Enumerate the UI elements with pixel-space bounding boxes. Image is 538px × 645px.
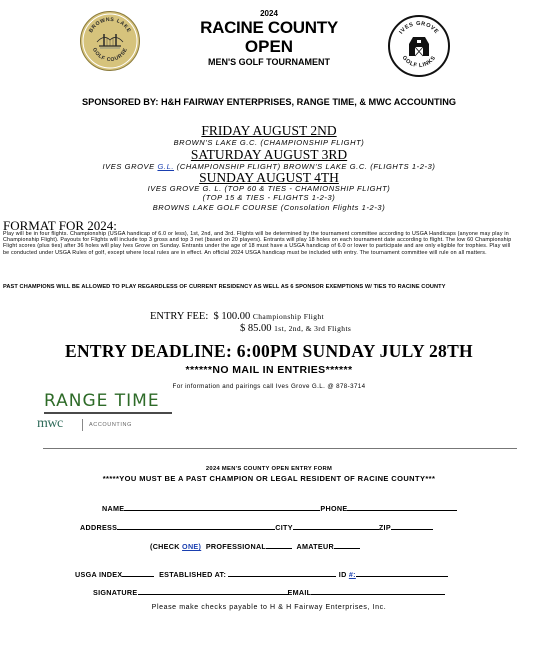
email-field[interactable] — [311, 587, 445, 595]
range-time-logo: RANGE TIME — [44, 391, 160, 411]
friday-course: BROWN'S LAKE G.C. (CHAMPIONSHIP FLIGHT) — [173, 138, 365, 147]
subtitle: MEN'S GOLF TOURNAMENT — [208, 57, 330, 67]
past-champions-note: PAST CHAMPIONS WILL BE ALLOWED TO PLAY REGARDLESS OF CURRENT RESIDENCY AS WELL AS 6 SPONSOR EXEMPTIONS W/ TIES TO RACINE COUNTY — [3, 284, 446, 290]
professional-label: PROFESSIONAL — [201, 542, 267, 551]
form-divider — [43, 448, 517, 449]
format-heading: FORMAT FOR 2024: — [3, 218, 117, 233]
id-field[interactable] — [356, 569, 448, 577]
usga-row — [75, 569, 448, 579]
amateur-field[interactable] — [334, 541, 360, 549]
ives-grove-link[interactable]: G.L. — [157, 162, 175, 171]
zip-field[interactable] — [391, 522, 433, 530]
sponsor-line: SPONSORED BY: H&H FAIRWAY ENTERPRISES, RANGE TIME, & MWC ACCOUNTING — [82, 97, 456, 107]
svg-text:BROWNS LAKE: BROWNS LAKE — [88, 16, 132, 34]
status-row — [150, 541, 360, 551]
saturday-post: (CHAMPIONSHIP FLIGHT) BROWN'S LAKE G.C. (FLIGHTS 1-2-3) — [174, 162, 436, 171]
no-mail-notice: ******NO MAIL IN ENTRIES****** — [185, 364, 353, 376]
id-label: ID — [338, 570, 349, 579]
form-heading: 2024 MEN'S COUNTY OPEN ENTRY FORM — [205, 466, 333, 472]
mwc-divider — [82, 419, 83, 431]
sunday-line-1: IVES GROVE G. L. (TOP 60 & TIES - CHAMIONSHIP FLIGHT) — [147, 184, 391, 193]
fee-row-2 — [240, 323, 351, 334]
form-requirement: *****YOU MUST BE A PAST CHAMPION OR LEGAL RESIDENT OF RACINE COUNTY*** — [102, 474, 436, 483]
sunday-line-3: BROWNS LAKE GOLF COURSE (Consolation Flights 1-2-3) — [152, 203, 386, 212]
signature-row — [93, 587, 445, 597]
fee-desc-1: Championship Flight — [252, 312, 325, 321]
saturday-heading: SATURDAY AUGUST 3RD — [190, 147, 348, 162]
payable-note: Please make checks payable to H & H Fairway Enterprises, Inc. — [151, 604, 387, 611]
entry-deadline: ENTRY DEADLINE: 6:00PM SUNDAY JULY 28TH — [65, 341, 473, 361]
saturday-pre: IVES GROVE — [102, 162, 158, 171]
email-label: EMAIL — [287, 588, 312, 597]
fee-amount-2: $ 85.00 — [240, 323, 272, 334]
fee-amount-1: $ 100.00 — [213, 311, 251, 322]
established-label: ESTABLISHED AT: — [159, 570, 227, 579]
svg-text:GOLF LINKS: GOLF LINKS — [400, 54, 438, 70]
svg-text:GOLF COURSE: GOLF COURSE — [90, 46, 130, 64]
phone-field[interactable] — [347, 503, 457, 511]
name-phone-row — [102, 503, 457, 513]
phone-label: PHONE — [320, 504, 348, 513]
address-field[interactable] — [117, 522, 275, 530]
id-hash: #: — [348, 570, 356, 579]
sunday-heading: SUNDAY AUGUST 4TH — [199, 170, 339, 185]
name-field[interactable] — [124, 503, 320, 511]
fee-label: ENTRY FEE: — [150, 311, 209, 322]
range-time-underline — [44, 412, 172, 414]
info-line: For information and pairings call Ives Grove G.L. @ 878-3714 — [172, 383, 366, 390]
address-label: ADDRESS — [80, 523, 118, 532]
address-row — [80, 522, 433, 532]
zip-label: ZIP — [378, 523, 391, 532]
fee-desc-2: 1st, 2nd, & 3rd Flights — [274, 324, 352, 333]
mwc-accounting: ACCOUNTING — [89, 422, 132, 428]
name-label: NAME — [102, 504, 125, 513]
usga-index-field[interactable] — [122, 569, 154, 577]
signature-label: SIGNATURE — [93, 588, 138, 597]
title-line-1: RACINE COUNTY — [200, 18, 338, 37]
sunday-line-2: (TOP 15 & TIES - FLIGHTS 1-2-3) — [202, 193, 336, 202]
amateur-label: AMATEUR — [292, 542, 334, 551]
city-field[interactable] — [293, 522, 379, 530]
check-pre: (CHECK — [150, 542, 183, 551]
mwc-logo: mwc — [37, 416, 63, 431]
check-one: ONE) — [182, 542, 202, 551]
year: 2024 — [260, 9, 278, 18]
professional-field[interactable] — [266, 541, 292, 549]
city-label: CITY — [275, 523, 293, 532]
established-field[interactable] — [228, 569, 336, 577]
fee-row-1 — [150, 311, 324, 322]
friday-heading: FRIDAY AUGUST 2ND — [201, 123, 337, 138]
svg-text:IVES GROVE: IVES GROVE — [398, 20, 440, 36]
format-paragraph: Play will be in four flights. Championship (USGA handicap of 6.0 or less), 1st, 2nd, and 3rd. Flights will be determined by the tournament committee according to USGA Handicaps (anyone may play in Championship Flight). Payouts for Flights will include top 3 gross and top 3 net (based on 20 players). Entrants will play 18 holes on each tournament date according to flight. The low 60 Championship Flight scores (plus ties) after 36 holes will play Ives Grove on Sunday. Entrants under the age of 18 must have a USGA handicap of 6.0 or lower to participate and are only eligible for trophies. Play will be conducted under USGA Rules of golf, except where local rules are in effect. An official 2024 USGA handicap must be included with entry. The tournament committee will rule on all matters. — [3, 231, 512, 256]
title-line-2: OPEN — [244, 37, 294, 56]
signature-field[interactable] — [138, 587, 288, 595]
usga-label: USGA INDEX — [75, 570, 123, 579]
